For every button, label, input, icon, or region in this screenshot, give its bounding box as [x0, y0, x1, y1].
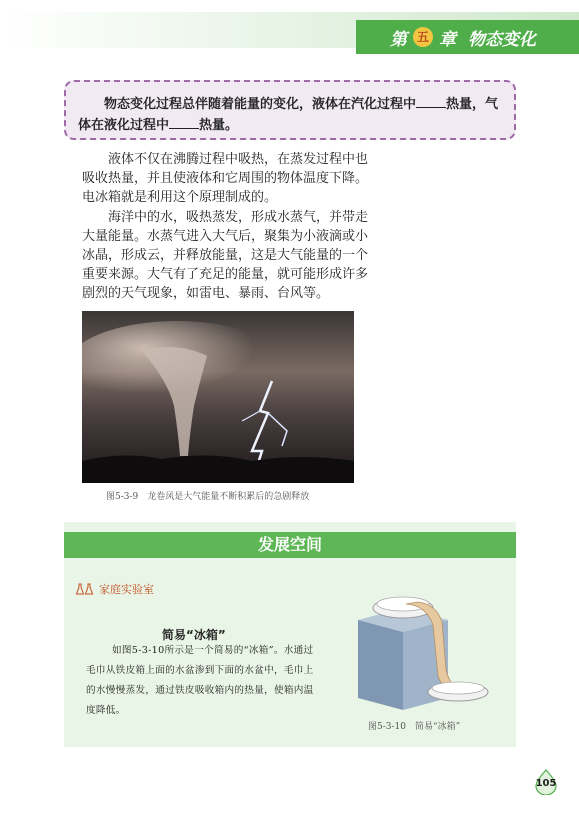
- experiment-title: 简易“冰箱”: [162, 628, 226, 642]
- question-box: [64, 80, 516, 140]
- question-part3: 热量。: [199, 118, 239, 133]
- simple-fridge-illustration: [348, 580, 498, 715]
- experiment-text: 如图5-3-10所示是一个简易的“冰箱”。水通过毛巾从铁皮箱上面的水盆渗到下面的水盆中，毛巾上的水慢慢蒸发，通过铁皮吸收箱内的热量，使箱内温度降低。: [86, 645, 314, 716]
- figure-caption-2: 图5-3-10 简易“冰箱”: [368, 722, 461, 732]
- figure-caption-1: 图5-3-9 龙卷风是大气能量不断积累后的急剧释放: [106, 492, 310, 502]
- chapter-number: 五: [413, 27, 433, 47]
- chapter-header: [356, 20, 579, 54]
- chapter-title: 物态变化: [468, 29, 536, 50]
- blank-2: [169, 115, 199, 129]
- blank-1: [416, 94, 446, 108]
- lab-label-text: 家庭实验室: [99, 583, 154, 596]
- question-part1: 物态变化过程总伴随着能量的变化，液体在汽化过程中: [104, 97, 417, 112]
- paragraph-2: 海洋中的水，吸热蒸发，形成水蒸气，并带走大量能量。水蒸气进入大气后，聚集为小液滴或小冰晶，形成云，并释放能量，这是大气能量的一个重要来源。大气有了充足的能量，就可能形成许多剧烈的天气现象，如雷电、暴雨、台风等。: [82, 209, 369, 302]
- tornado-photo: [82, 311, 354, 483]
- question-part2: 热量，气体在液化过程中: [78, 97, 499, 133]
- body-text: [82, 150, 372, 304]
- paragraph-1: 液体不仅在沸腾过程中吸热，在蒸发过程中也吸收热量，并且使液体和它周围的物体温度下降。电冰箱就是利用这个原理制成的。: [82, 152, 369, 206]
- chapter-suffix: 章: [439, 29, 456, 50]
- lab-flask-icon: [76, 582, 96, 596]
- question-text: [78, 94, 506, 136]
- chapter-prefix: 第: [390, 29, 407, 50]
- page-number: 105: [535, 778, 557, 789]
- home-lab-label: [76, 581, 154, 597]
- development-title: 发展空间: [64, 532, 516, 558]
